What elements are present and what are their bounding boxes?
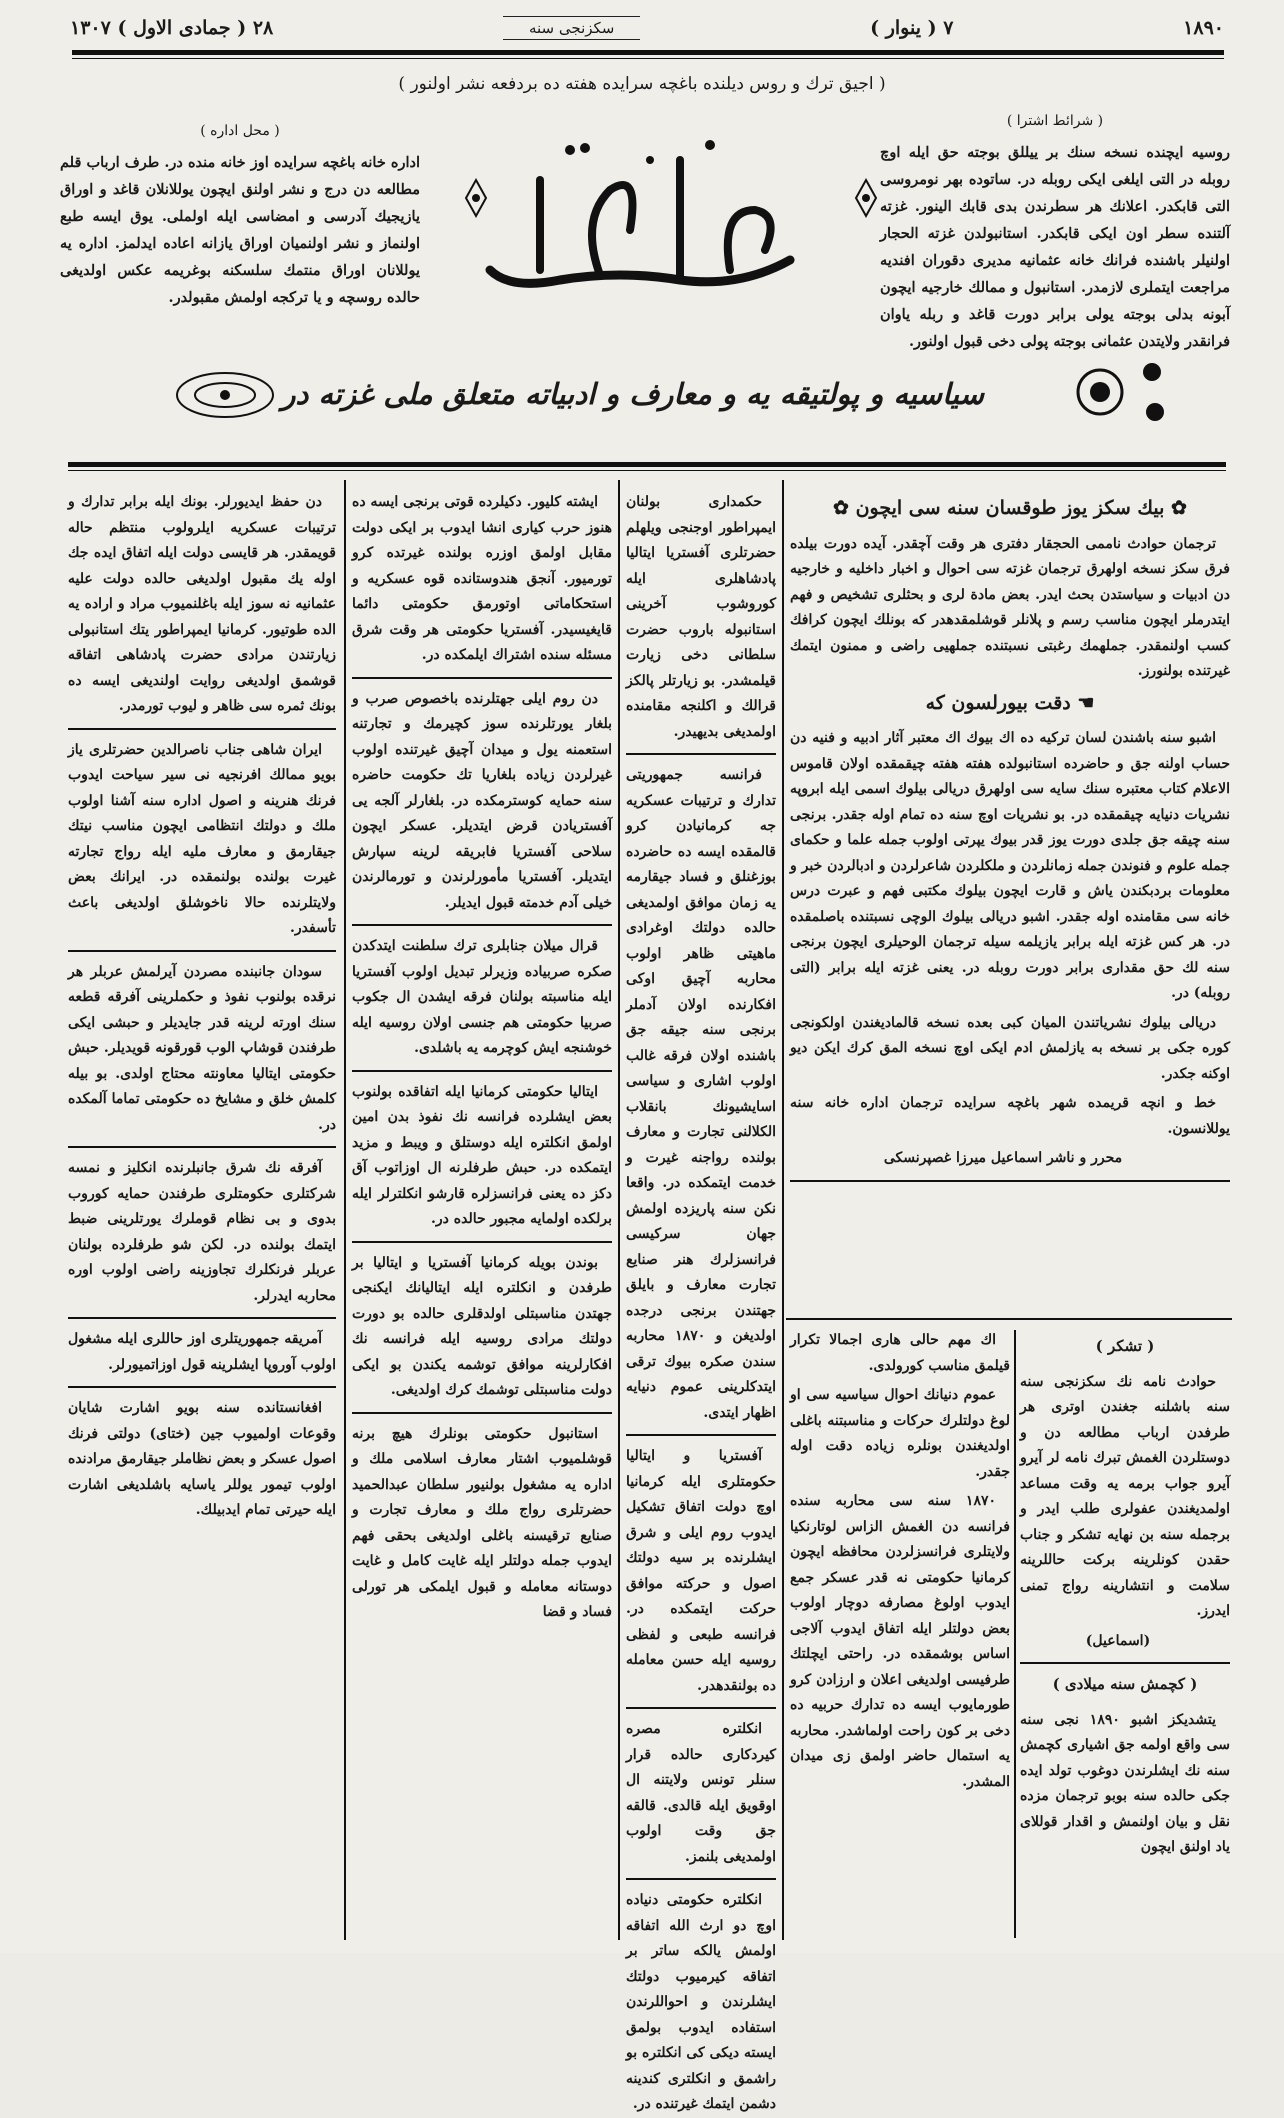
tagline: سياسيه و پولتيقه يه و معارف و ادبياته متعلق ملى غزته در — [281, 377, 984, 411]
fleuron-cluster-icon — [1060, 352, 1180, 436]
column-4 — [68, 490, 336, 1940]
year-review-title: ( كچمش سنه ميلادى ) — [1052, 1675, 1198, 1693]
volume-label: سكزنجى سنه — [503, 16, 640, 40]
thanks-signature: (اسماعيل) — [1085, 1632, 1151, 1649]
headline-new-year-text: بيك سكز يوز طوقسان سنه سى ايچون — [855, 497, 1165, 519]
section-rule — [626, 1878, 776, 1880]
masthead-top-line — [70, 6, 1224, 50]
office-info — [60, 118, 420, 311]
article-paragraph: انكلتره حكومتى دنياده اوچ دو ارث الله اتفاقه اولمش يالكه ساتر بر اتفاقه كيرميوب دولتك ايشلرندن و احواللرندن استفاده ايدوب بولمق ايسته ديكى كى انكلتره بو راشمق و انكلترى كندينه دشمن ايتمك غيرتنده در. — [626, 1892, 776, 2112]
article-paragraph: عموم دنيانك احوال سياسيه سى او لوغ دولتلرك حركات و مناسبتنه باغلى اولديغندن بونلره زياده دقت اوله جقدر. — [790, 1387, 1010, 1480]
arabesque-ornament-icon — [170, 360, 280, 430]
section-rule — [68, 728, 336, 730]
article-paragraph: اشبو سنه باشندن لسان تركيه ده اك بيوك اك معتبر آثار ادبيه و فنيه دن حساب اولنه جق و حاضرده استانبولده هفته هفته چيقمقده اولان قاموس الاعلام كتاب معتبره سنك سايه سى اولهرق دريالى بيلوك اسمى ايله ابروپه نشريات دنيايه چيقمقده در. بو نشريات اوچ سنه ده تمام اوله جقدر. برنجى سنه چيقه جق جلدى دورت يوز قدر بيوك يپرتى اولوب جمله علما و حكماى جمله علوم و فنوندن جمله زمانلردن و ملكلردن شاعرلردن و ادبالردن خبر و معلومات بردبكندن ياش و قارت ايچون بيلوك مكتبى فهم و عبرت درس خانه سى مقامنده اوله جقدر. اشبو دريالى بيلوك الوچى نسبتنده باصلمقده در. هر كس غزته ايله برابر يازيلمه سيله ترجمان الوحيلرى ايچون برنجى سنه لك حق مقدارى برابر دورت روبله در. يعنى غزته ايله برابر (التى روبله) در. — [790, 730, 1230, 1001]
article-paragraph: آفستريا و ايتاليا حكومتلرى ايله كرمانيا اوچ دولت اتفاق تشكيل ايدوب روم ايلى و شرق ايشلرنده بر سيه دولتك اصول و حركته موافق حركت ايتمكده در. فرانسه طبعى و لفظى روسيه ايله حسن معامله ده بولنقدهدر. — [626, 1448, 776, 1694]
top-rule-thin — [72, 58, 1224, 59]
article-paragraph: ١٨٧٠ سنه سى محاربه سنده فرانسه دن الغمش الزاس لوتارنكيا ولايتلرى فرانسزلردن محافظه ايچون كرمانيا حكومتى نه قدر عسكر جمع ايدوب اولوغ مصارفه دوچار اولوب بعض دولتلر ايله اتفاق ايدوب آلاجى اساس بوشمقده در. راحتى ايچلتك طرفيسى اولديغى اعلان و ارزادن كرو طورمايوب ايسه ده تدارك حربيه ده دخى بر كون راحت اولماشدر. محاربه يه استمال حاضر اولمق زى ميدان المشدر. — [790, 1493, 1010, 1790]
subtitle-text: اجيق ترك و روس ديلنده باغچه سرايده هفته ده بردفعه نشر اولنور — [410, 74, 874, 94]
article-paragraph: ترجمان حوادث ناممى الحجقار دفترى هر وقت آچقدر. آيده دورت بيلده فرق سكز نسخه اولهرق ترجمان غزته سى احوال و اخبار داخليه و خارجيه دن ادبيات و سياستدن بحث ايدر. بعض مادة لرى و بحثلرى تشخيص و فهم ايتدرملر ايچون مناسب رسم و پلانلر قوشلمقدهدر كه بونلك ايچون كرافك كسب اولنمقدر. جملهمك رغبتى نسبتنده جملهيى راضى و ممنون ايتمك غيرتنده بولنورز. — [790, 535, 1230, 679]
section-rule — [626, 1707, 776, 1709]
section-rule — [68, 1317, 336, 1319]
gregorian-year: ١٨٩٠ — [1183, 17, 1224, 39]
article-paragraph: استانبول حكومتى بونلرك هيچ برنه قوشلميوب اشتار معارف اسلامى ملك و اداره يه مشغول بولنيور سلطان عبدالحميد حضرتلرى رواج ملك و معارف تجارت و صنايع ترقيسنه باغلى اولديغى بحقى فهم ايدوب جمله دولتلر ايله غايت كامل و غايت دوستانه معامله و قبول ايلمكى هر تورلى فساد و قضا — [352, 1425, 612, 1620]
section-rule — [68, 1386, 336, 1388]
headline-notice: ☚ دقت بيورلسون كه — [925, 691, 1095, 714]
publication-subtitle: ( اجيق ترك و روس ديلنده باغچه سرايده هفته ده بردفعه نشر اولنور ) — [398, 74, 886, 94]
masthead-bottom-rule — [68, 462, 1226, 467]
article-paragraph: انكلتره مصره كيردكارى حالده قرار سنلر تونس ولايتنه ال اوقويق ايله قالدى. قالقه جق وقت اولوب اولمديغى بلنمز. — [626, 1721, 776, 1865]
thanks-paragraph: حوادث نامه نك سكزنجى سنه سنه باشلنه جغندن اوترى هر طرفدن ارباب مطالعه دن و دوستلردن الغمش تبرك نامه لر آيرو آيرو جواب برمه يه وقت مساعد اولمديغندن عفولرى طلب ايدر و برجمله سنه بن نهايه تشكر و جناب حقدن كونلرينه بركت حاللرينه سلامت و انتشارينه رواج تمنى ايدرز. — [1020, 1373, 1230, 1619]
thanks-section — [1020, 1328, 1230, 1938]
headline-new-year: ✿ بيك سكز يوز طوقسان سنه سى ايچون ✿ — [833, 497, 1187, 519]
gregorian-date: ٧ ( ينوار ) — [870, 17, 954, 39]
office-title-text: محل اداره — [210, 123, 270, 139]
article-paragraph: آمريقه جمهوريتلرى اوز حاللرى ايله مشغول اولوب آوروپا ايشلرينه قول اوزاتميورلر. — [68, 1331, 336, 1373]
article-paragraph: بوندن بويله كرمانيا آفستريا و ايتاليا بر طرفدن و انكلتره ايله ايتاليانك ايكنجى جهتدن مناسبتلى اولدقلرى حالده بو دورت دولتك مرادى روسيه ايله فرانسه نك افكارلرينه موافق توشمه يكندن بو ايكى دولت مناسبتلى توشمك كرك اولديغى. — [352, 1254, 612, 1398]
article-paragraph: دريالى بيلوك نشرياتندن الميان كبى بعده نسخه قالماديغندن اولكونجى كوره جكى بر نسخه به يازلمش ادم ايكى اوچ نسخه المق كرك ايكن ديو اوكنه جكدر. — [790, 1014, 1230, 1082]
top-rule — [72, 50, 1224, 55]
article-paragraph: دن روم ايلى جهتلرنده باخصوص صرب و بلغار يورتلرنده سوز كچيرمك و تجارتنه استعمنه يول و ميدان آچيق غيرتنده اولوب غيرلردن زياده بلغاريا تك حكومت حاضره سنه حمايه كوسترمكده در. بلغارلر آلجه يى آفستريادن قرض ايتديلر. عسكر ايچون سلاحى آفستريا فابريقه لرينه سپارش ايتديلر. آفستريا مأمورلرندن و تورمالرندن خيلى آدم خدمته قبول ايديلر. — [352, 690, 612, 911]
office-text: اداره خانه باغچه سرايده اوز خانه منده در. طرف ارباب قلم مطالعه دن درج و نشر اولنق ايچون يوللانلان قاغد و اوراق يازيجيك آدرسى و امضاسى ايله اولملى. يوق ايسه طبع اولنماز و نشر اولنميان اوراق يازانه اعاده ايدلمز. اداره يه يوللانان اوراق منتمك سلسكنه بوغريمه عكس اولديغى حالده روسچه و يا تركجه اولمش مقبولدر. — [60, 154, 420, 306]
newspaper-title-logo — [470, 120, 810, 310]
column-divider — [1014, 1330, 1016, 1938]
thanks-title-text: تشكر — [1107, 1337, 1143, 1355]
article-paragraph: سودان جانبنده مصردن آيرلمش عربلر هر نرقده بولنوب نفوذ و حكملرينى آفرقه قطعه سنك اورته لرينه قدر جايديلر و حبشى ايكى طرفندن قوشاپ الوب قورقونه قويديلر. حبش حكومتى ايتاليا معاونته محتاج اولدى. بو بيله كلمش خلق و مشايخ ده حكومتى تماما آلمكده در. — [68, 963, 336, 1133]
masthead-bottom-rule-thin — [68, 470, 1226, 471]
headline-notice-text: دقت بيورلسون كه — [925, 691, 1071, 714]
article-paragraph: ايشته كليور. دكيلرده قوتى برنجى ايسه ده هنوز حرب كيارى انشا ايدوب بر ايكى دولت مقابل اولمق اوزره بولنده غيرتده كرو تورميور. آنجق هندوستانده قوه عسكريه و استحكاماتى اوتورمق حكومتى دائما قايغيسيدر. آفستريا حكومتى هر وقت شرق مسئله سنده اشتراك ايلمكده در. — [352, 494, 612, 663]
fleuron-ornament-icon — [852, 178, 880, 218]
year-review-title-text: كچمش سنه ميلادى — [1064, 1675, 1186, 1693]
editor-line: محرر و ناشر اسماعيل ميرزا غصپرنسكى — [883, 1150, 1123, 1166]
section-rule — [1020, 1662, 1230, 1664]
section-rule — [352, 677, 612, 679]
subscription-terms — [880, 108, 1230, 355]
article-paragraph: دن حفظ ايديورلر. بونك ايله برابر تدارك و ترتيبات عسكريه ايلرولوب منتظم حاله قويمقدر. هر قايسى دولت ايله اتفاق ايده جك اوله يك مقبول اولديغى حالده دولت عليه عثمانيه نه سوز ايله باغلنميوب مراد و اراده يه الده طوتيور. كرمانيا ايمپراطور يتك استانبولى زيارتندن مرادى حضرت پادشاهى اتفاقه قوشمق اولديغى روايت اولنديغى ايسه ده بونك ثمره سى ظاهر و ليوب تورمدر. — [68, 494, 336, 714]
column-3 — [352, 490, 612, 1940]
article-paragraph: ايتاليا حكومتى كرمانيا ايله اتفاقده بولنوب بعض ايشلرده فرانسه نك نفوذ بدن امين اولمق انكلتره ايله دوستلق و ويبط و مزيد ايتمكده در. حبش طرفلرنه ال اوزاتوب آق دكز ده يعنى فرانسزلره قارشو انكلترلر ايله برلكده اولمايه مجبور حالده در. — [352, 1083, 612, 1227]
column-divider — [782, 480, 784, 1940]
article-paragraph: خط و انچه قريمده شهر باغچه سرايده ترجمان اداره خانه سنه يوللانسون. — [790, 1095, 1230, 1137]
section-rule — [68, 1146, 336, 1148]
section-rule — [352, 1412, 612, 1414]
section-rule — [352, 1070, 612, 1072]
subscription-text: روسيه ايچنده نسخه سنك بر ييللق بوجته حق ايله اوچ روبله در التى ايلغى ايكى روبله در. ساتوده بهر نومروسى التى قابكدر. اعلانك هر سطرندن بدى قابك الينور. غزته آلتنده سطر اون ايكى قابكدر. استانبولدن غزته الحجار اولنيلر باشنده فرانك خانه عثمانيه مديرى دقوران افنديه مراجعت ايتملرى لازمدر. استانبول و ممالك خارجيه ايچون آبونه بدلى بوجته يولى برابر دورت قاغد و ربله ياوان فرانقدر ولايتدن عثمانى بوجته پولى دخى قبول اولنور. — [880, 144, 1230, 350]
article-paragraph: حكمدارى بولنان ايمپراطور اوجنجى ويلهلم حضرتلرى آفستريا ايتاليا پادشاهلرى ايله كوروشوب آخرينى استانبوله باروب حضرت سلطانى دخى زيارت قيلمشدر. بو زيارتلر پالكز قرالك و اكلنجه مقامنده اولمديغى بديهيدر. — [626, 494, 776, 740]
subscription-title: ( شرائط اشترا ) — [1006, 113, 1104, 129]
article-paragraph: قرال ميلان جنابلرى ترك سلطنت ايتدكدن صكره صربياده وزيرلر تبديل اولوب آفستريا ايله مناسبته بولنان فرقه ايشدن ال جكوب صربيا حكومتى هم جنسى اولان روسيه ايله خوشنجه ايش كوچرمه يه باشلدى. — [352, 938, 612, 1056]
year-review-paragraph: يتشديكز اشبو ١٨٩٠ نجى سنه سى واقع اولمه جق اشيارى كچمش سنه نك ايشلرندن دوغوب تولد ايده جكى حالده سنه بوبو ترجمان مزده نقل و بيان اولنمش و اقدار قوللاى ياد اولنق ايچون — [1020, 1711, 1230, 1855]
column-divider — [344, 480, 346, 1940]
article-paragraph: افغانستانده سنه بويو اشارت شايان وقوعات اولميوب جين (ختاى) دولتى فرنك اصول عسكر و بعض نظاملر جيقارمق مرادنده اولوب تيمور يوللر ياسايه باشلديغى اشارت ايله حيرتى تمام ايدبيلك. — [68, 1400, 336, 1518]
section-rule — [352, 924, 612, 926]
article-paragraph: ايران شاهى جناب ناصرالدين حضرتلرى ياز بويو ممالك افرنجيه نى سير سياحت ايدوب فرنك هنرينه و اصول اداره سنه آشنا اولوب ملك و دولتك انتظامى ايچون مناسب نيتك جيقارمق و معارف مليه ايله رواج تجارته غيرت بولنده بولنمقده در. ايرانك بعض ولايتلرنده حالا ناخوشلق اولديغى باعث تأسفدر. — [68, 741, 336, 936]
hijri-date: ٢٨ ( جمادى الاول ) ١٣٠٧ — [70, 17, 274, 39]
column-divider — [618, 480, 620, 1940]
subscription-title-text: شرائط اشترا — [1016, 113, 1094, 129]
article-paragraph: فرانسه جمهوريتى تدارك و ترتيبات عسكريه جه كرمانيادن كرو قالمقده ايسه ده حاضرده بوزغنلق و فساد جيقارمه يه زمان موافق اولمديغى حالده دولتك اوغرادى ماهيتى ظاهر اولوب محاربه آچيق اوكى افكارنده اولان آدملر برنجى سنه جيقه جق باشنده اولان فرقه غالب اولوب اشارى و سياسى اسايشيونك بانقلاب الكلالنى تجارت و معارف بولنده رواجنه غيرت و خدمت ايتمكده در. واقعا نكن سنه پاريزده اولمش جهان سركيسى فرانسزلرك هنر صنايع تجارت معارف و بايلق جهتندن برنجى درجده اولديغن و ١٨٧٠ محاربه سندن صكره بيوك ترقى ايتدكلرينى عموم دنيايه اظهار ايتدى. — [626, 767, 776, 1421]
column-2 — [626, 490, 776, 2112]
section-rule — [786, 1318, 1232, 1320]
column-2-continuation — [790, 1328, 1010, 1938]
section-rule — [790, 1180, 1230, 1182]
section-rule — [352, 1241, 612, 1243]
section-rule — [68, 950, 336, 952]
title-calligraphy-icon — [470, 120, 810, 310]
section-rule — [626, 1434, 776, 1436]
article-paragraph: آفرقه نك شرق جانبلرنده انكليز و نمسه شركتلرى حكومتلرى طرفندن حمايه كوروب بدوى و بى نظام قوملرك يورتلرينى ضبط ايتمك بولنده در. لكن شو طرفلرده بولنان عربلر فرنكلرك تجاوزينه راضى اولوب اوره محاربه ايدرلر. — [68, 1160, 336, 1304]
article-paragraph: اك مهم حالى هارى اجمالا تكرار قيلمق مناسب كورولدى. — [790, 1332, 1010, 1374]
office-title: ( محل اداره ) — [200, 123, 280, 139]
thanks-title: ( تشكر ) — [1095, 1337, 1155, 1355]
section-rule — [626, 753, 776, 755]
